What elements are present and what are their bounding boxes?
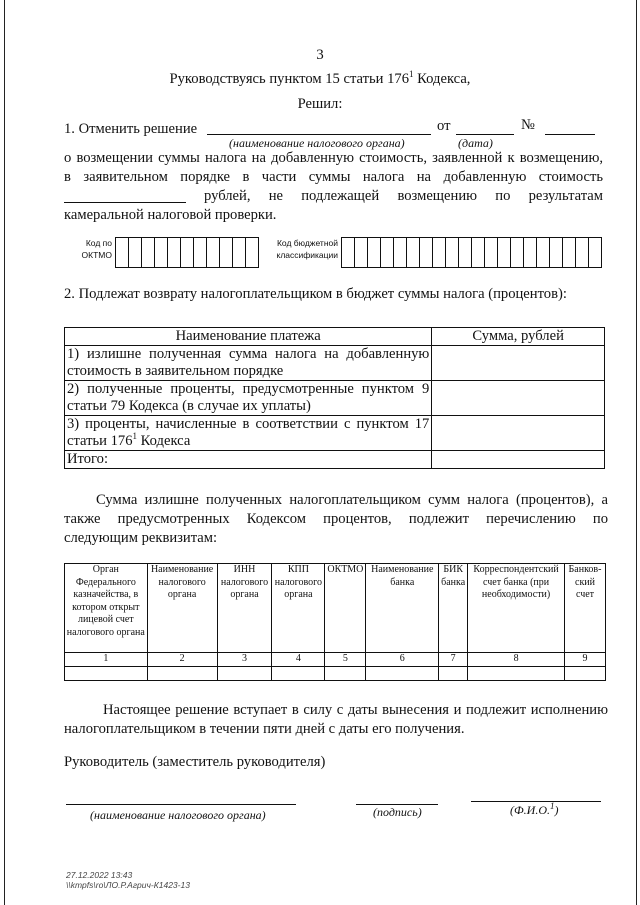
effective-line2: налогоплательщиком в течении пяти дней с даты его получения. — [64, 721, 465, 737]
req-col-kpp: КПП налогового органа — [272, 564, 325, 653]
item1-line4: рублей, не подлежащей возмещению по результатам — [204, 188, 603, 204]
caption-sign-org: (наименование налогового органа) — [90, 808, 266, 822]
head-title: Руководитель (заместитель руководителя) — [64, 754, 326, 770]
sign-fio-blank[interactable] — [471, 801, 601, 802]
caption-org-name: (наименование налогового органа) — [229, 136, 405, 150]
req-col-corr-account: Корреспондентский счет банка (при необходимости) — [468, 564, 565, 653]
req-col-inn: ИНН налогового органа — [217, 564, 272, 653]
item2-text: 2. Подлежат возврату налогоплательщиком в бюджет суммы налога (процентов): — [64, 286, 567, 302]
req-num-9: 9 — [565, 653, 606, 667]
payment-total-row — [65, 451, 605, 469]
req-val-3[interactable] — [217, 666, 272, 680]
page-number: 3 — [316, 47, 324, 63]
payment-row-1 — [65, 346, 605, 381]
payment-row-2 — [65, 381, 605, 416]
req-num-2: 2 — [147, 653, 217, 667]
sign-org-blank[interactable] — [66, 804, 296, 805]
req-val-1[interactable] — [65, 666, 148, 680]
item1-prefix: 1. Отменить решение — [64, 121, 198, 137]
req-num-3: 3 — [217, 653, 272, 667]
payment-row-2-sum[interactable] — [432, 381, 605, 416]
payment-row-3 — [65, 416, 605, 451]
requisites-text-line1: Сумма излишне полученных налогоплательщиком сумм налога (процентов), а — [96, 492, 608, 508]
payment-row-1-name: 1) излишне полученная сумма налога на добавленную стоимость в заявительном порядке — [65, 346, 432, 381]
payment-row-3-sum[interactable] — [432, 416, 605, 451]
footer-file-path: \\kmpfs\ro\ЛО.Р.Агрич-К1423-13 — [66, 880, 190, 890]
req-num-4: 4 — [272, 653, 325, 667]
payments-table — [64, 327, 605, 469]
caption-signature: (подпись) — [373, 805, 422, 819]
requisites-number-row — [65, 653, 606, 667]
payment-row-2-name: 2) полученные проценты, предусмотренные пунктом 9 статьи 79 Кодекса (в случае их уплаты) — [65, 381, 432, 416]
req-num-1: 1 — [65, 653, 148, 667]
requisites-header-row — [65, 564, 606, 653]
resolved-heading: Решил: — [297, 96, 343, 112]
payment-row-3-name: 3) проценты, начисленные в соответствии с пунктом 17 статьи $176^1$ Кодекса — [65, 416, 432, 451]
req-num-8: 8 — [468, 653, 565, 667]
amount-blank[interactable] — [64, 202, 186, 203]
item1-line2: о возмещении суммы налога на добавленную стоимость, заявленной к возмещению, — [64, 150, 603, 166]
req-col-org-name: Наименование налогового органа — [147, 564, 217, 653]
requisites-text-line3: следующим реквизитам: — [64, 530, 218, 546]
req-val-4[interactable] — [272, 666, 325, 680]
kbk-code-label: Код бюджетной классификации — [276, 238, 338, 260]
intro-line: Руководствуясь пунктом 15 статьи $176^1$ Кодекса, — [169, 69, 471, 87]
payment-row-1-sum[interactable] — [432, 346, 605, 381]
item1-line3: в заявительном порядке в части суммы налога на добавленную стоимость — [64, 169, 603, 185]
oktmo-code-label: Код по ОКТМО — [81, 238, 112, 260]
item1-line5: камеральной налоговой проверки. — [64, 207, 277, 223]
payment-total-sum[interactable] — [432, 451, 605, 469]
req-num-7: 7 — [439, 653, 468, 667]
requisites-text-line2: также предусмотренных Кодексом процентов, подлежит перечислению по — [64, 511, 608, 527]
page-left-edge — [4, 0, 5, 905]
effective-line1: Настоящее решение вступает в силу с даты вынесения и подлежит исполнению — [103, 702, 608, 718]
footer-date: 27.12.2022 13:43 — [66, 870, 133, 880]
caption-fio: (Ф.И.О.$^1$) — [510, 801, 559, 817]
req-col-bank-account: Банков-ский счет — [565, 564, 606, 653]
page-right-edge — [636, 0, 637, 905]
req-col-oktmo: ОКТМО — [325, 564, 366, 653]
payments-col-sum: Сумма, рублей — [432, 328, 605, 346]
payment-total-label: Итого: — [65, 451, 432, 469]
number-blank[interactable] — [545, 134, 595, 135]
item1-from: от — [437, 118, 451, 134]
item1-num-sign: № — [521, 117, 535, 133]
req-val-9[interactable] — [565, 666, 606, 680]
req-val-6[interactable] — [366, 666, 439, 680]
requisites-value-row — [65, 666, 606, 680]
caption-date: (дата) — [458, 136, 493, 150]
oktmo-code-cells[interactable] — [115, 237, 259, 268]
date-blank[interactable] — [456, 134, 514, 135]
payments-col-name: Наименование платежа — [65, 328, 432, 346]
req-val-7[interactable] — [439, 666, 468, 680]
payments-header-row — [65, 328, 605, 346]
req-val-2[interactable] — [147, 666, 217, 680]
req-col-bik: БИК банка — [439, 564, 468, 653]
req-col-treasury: Орган Федерального казначейства, в котором открыт лицевой счет налогового органа — [65, 564, 148, 653]
requisites-table — [64, 563, 606, 681]
req-col-bank-name: Наименование банка — [366, 564, 439, 653]
req-val-5[interactable] — [325, 666, 366, 680]
req-val-8[interactable] — [468, 666, 565, 680]
org-name-blank[interactable] — [207, 134, 431, 135]
req-num-5: 5 — [325, 653, 366, 667]
kbk-code-cells[interactable] — [341, 237, 602, 268]
req-num-6: 6 — [366, 653, 439, 667]
